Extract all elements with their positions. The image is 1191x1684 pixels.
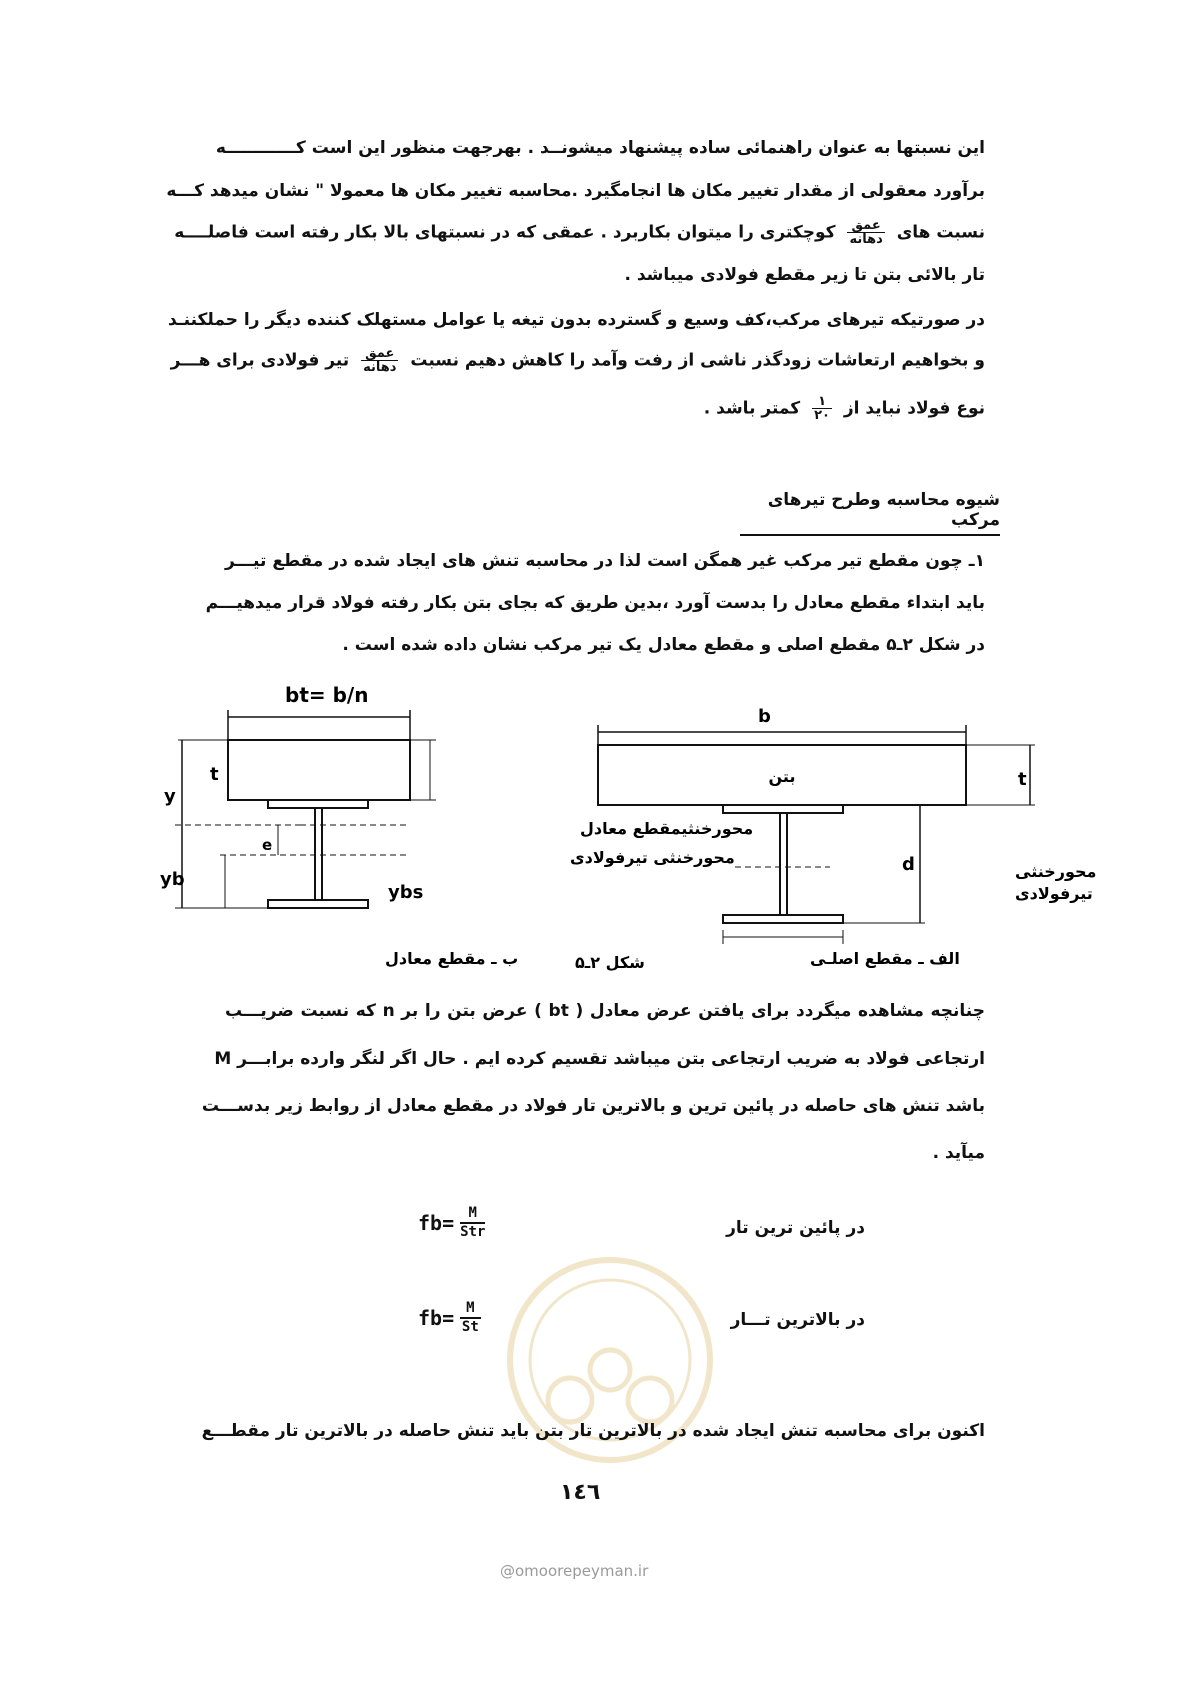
- p2-line1: در صورتیکه تیرهای مرکب،کف وسیع و گسترده بدون تیغه یا عوامل مستهلک کننده دیگر را حملکننـد: [168, 310, 985, 330]
- p2-line3: [225, 395, 985, 422]
- p2-line2-b: تیر فولادی برای هـــر: [170, 350, 350, 371]
- s1-line2: باید ابتداء مقطع معادل را بدست آورد ،بدین طریق که بجای بتن بکار رفته فولاد قرار میدهیـــم: [205, 593, 985, 613]
- right-top-flange: [723, 805, 843, 813]
- page-number: ١٤٦: [560, 1480, 601, 1505]
- last-line: اکنون برای محاسبه تنش ایجاد شده در بالاترین تار بتن باید تنش حاصله در بالاترین تار مقطـــع: [201, 1421, 985, 1441]
- left-axis-steel-label: محورخنثی تیرفولادی: [570, 848, 735, 867]
- p1-line3-b: کوچکتری را میتوان بکاربرد . عمقی که در نسبتهای بالا بکار رفته است فاصلــــه: [174, 222, 836, 243]
- p1-line3-a: نسبت های: [896, 222, 985, 243]
- formula-top-fiber: [418, 1300, 481, 1336]
- right-axis-label-1: محورخنثی: [1015, 862, 1097, 881]
- left-width-label: bt= b/n: [285, 683, 369, 707]
- fraction-numerator: عمق: [361, 347, 398, 361]
- s1-line3: در شکل ۲ـ۵ مقطع اصلی و مقطع معادل یک تیر مرکب نشان داده شده است .: [342, 635, 985, 655]
- left-axis-equivalent-label: محورخنثیمقطع معادل: [580, 819, 754, 838]
- formula-lhs: fb=: [418, 1211, 455, 1235]
- figure-number-caption: شکل ۲ـ۵: [575, 953, 645, 972]
- right-t-label: t: [1018, 769, 1027, 790]
- p1-line3: [174, 218, 985, 247]
- s2-line4: میآید .: [932, 1143, 985, 1163]
- s2-line3: باشد تنش های حاصله در پائین ترین و بالاترین تار فولاد در مقطع معادل از روابط زیر بدســـت: [201, 1096, 985, 1116]
- formula-denominator: Str: [460, 1224, 486, 1240]
- p1-line2: برآورد معقولی از مقدار تغییر مکان ها انجامگیرد .محاسبه تغییر مکان ها معمولا " نشان میدهد کـــه: [166, 181, 985, 201]
- left-bottom-flange: [268, 900, 368, 908]
- p1-line1: این نسبتها به عنوان راهنمائی ساده پیشنهاد میشونــد . بهرجهت منظور این است کــــــــــــه: [215, 138, 985, 158]
- p1-line4: تار بالائی بتن تا زیر مقطع فولادی میباشد .: [624, 265, 985, 285]
- formula-fraction: [460, 1205, 485, 1241]
- fraction-denominator: ۲۰: [814, 408, 830, 423]
- formula-numerator: M: [460, 1300, 480, 1319]
- fraction-denominator: دهانه: [363, 360, 397, 375]
- left-yb-label: yb: [160, 869, 185, 890]
- left-top-flange: [268, 800, 368, 808]
- s1-line1: ۱ـ چون مقطع تیر مرکب غیر همگن است لذا در محاسبه تنش های ایجاد شده در مقطع تیـــر: [225, 551, 985, 571]
- formula-fraction: [460, 1300, 480, 1336]
- one-twentieth-fraction: [812, 395, 832, 422]
- left-t-label: t: [210, 764, 219, 785]
- p2-line2-a: و بخواهیم ارتعاشات زودگذر ناشی از رفت وآمد را کاهش دهیم نسبت: [410, 350, 985, 371]
- p2-line3-b: کمتر باشد .: [703, 398, 801, 419]
- left-e-label: e: [262, 836, 273, 854]
- formula-bottom-label: در پائین ترین تار: [726, 1218, 865, 1238]
- fraction-numerator: ۱: [812, 395, 832, 409]
- s2-line1: چنانچه مشاهده میگردد برای یافتن عرض معادل ( bt ) عرض بتن را بر n که نسبت ضریـــب: [225, 1001, 985, 1021]
- formula-denominator: St: [461, 1319, 479, 1335]
- p2-line2: [170, 346, 985, 375]
- formula-bottom-fiber: [418, 1205, 485, 1241]
- composite-section-figure: [0, 660, 1191, 980]
- concrete-label: بتن: [768, 767, 796, 786]
- formula-numerator: M: [460, 1205, 485, 1224]
- right-caption: الف ـ مقطع اصلـی: [810, 949, 960, 968]
- right-d-label: d: [902, 854, 915, 875]
- right-axis-label-2: تیرفولادی: [1015, 884, 1093, 903]
- left-y-label: y: [164, 786, 176, 807]
- fraction-denominator: دهانه: [849, 232, 883, 247]
- formula-top-label: در بالاترین تـــار: [730, 1310, 865, 1330]
- watermark-site: @omoorepeyman.ir: [500, 1562, 649, 1580]
- depth-span-fraction: [847, 219, 884, 246]
- left-ybs-label: ybs: [388, 882, 424, 903]
- right-bottom-flange: [723, 915, 843, 923]
- right-width-label: b: [758, 706, 771, 727]
- depth-span-fraction-2: [361, 347, 398, 374]
- section-heading: شیوه محاسبه وطرح تیرهای مرکب: [740, 490, 1000, 536]
- fraction-numerator: عمق: [847, 219, 884, 233]
- formula-lhs: fb=: [418, 1306, 455, 1330]
- left-equivalent-slab: [228, 740, 410, 800]
- s2-line2: ارتجاعی فولاد به ضریب ارتجاعی بتن میباشد تقسیم کرده ایم . حال اگر لنگر وارده برابـــر M: [214, 1049, 985, 1069]
- p2-line3-a: نوع فولاد نباید از: [843, 398, 985, 419]
- left-caption: ب ـ مقطع معادل: [385, 949, 519, 968]
